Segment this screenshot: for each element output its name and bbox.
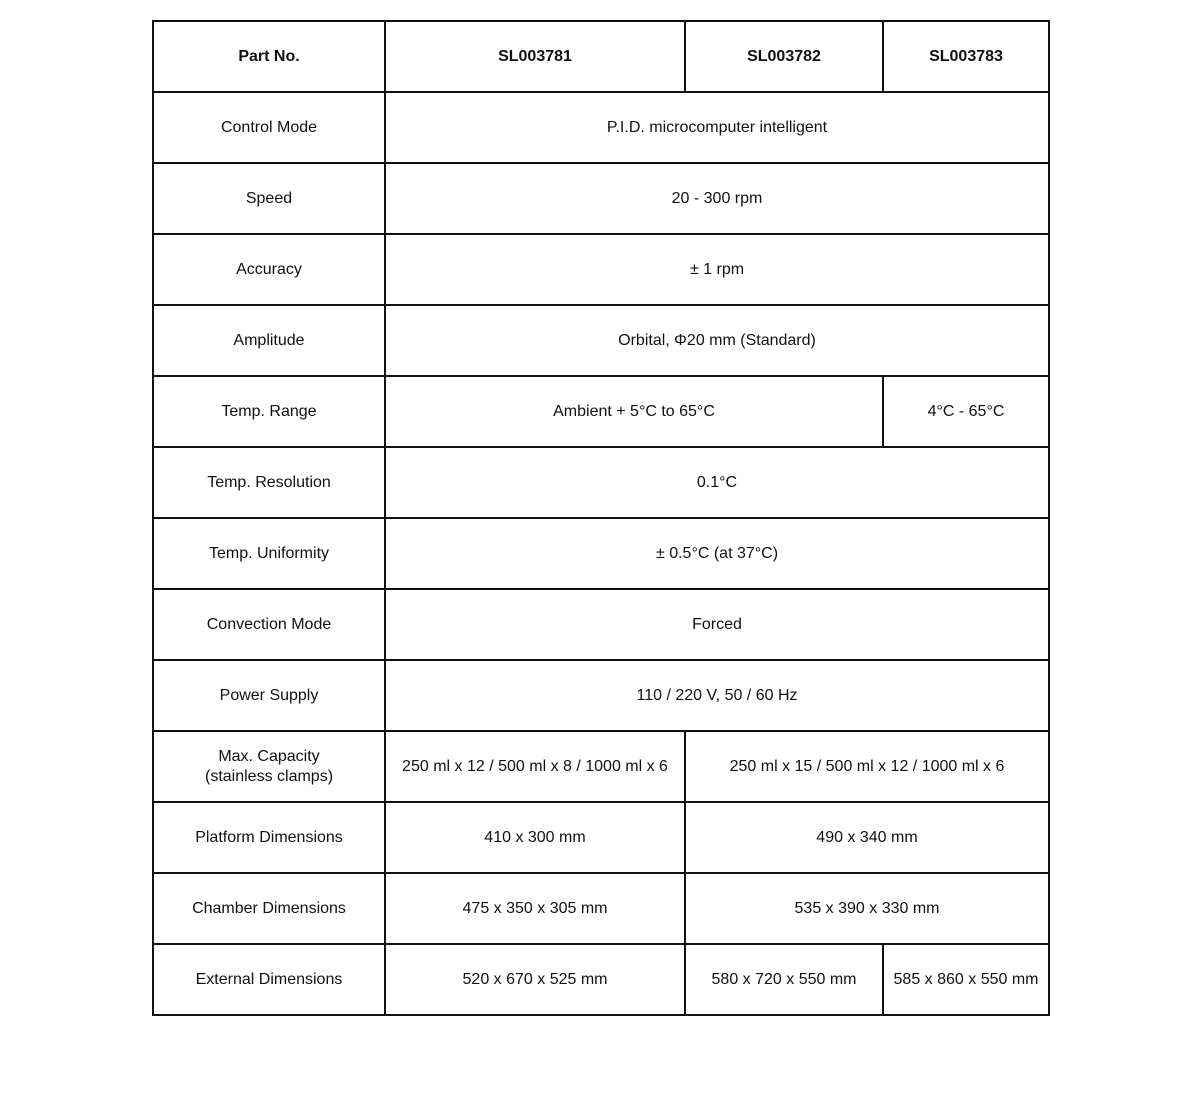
external-dimensions-value-sl003782: 580 x 720 x 550 mm	[685, 944, 883, 1015]
temp-range-row	[153, 376, 1049, 447]
speed-value: 20 - 300 rpm	[385, 163, 1049, 234]
temp-resolution-value: 0.1°C	[385, 447, 1049, 518]
platform-dimensions-value-sl003781: 410 x 300 mm	[385, 802, 685, 873]
external-dimensions-label: External Dimensions	[153, 944, 385, 1015]
temp-resolution-label: Temp. Resolution	[153, 447, 385, 518]
chamber-dimensions-label: Chamber Dimensions	[153, 873, 385, 944]
temp-range-value-sl003781-sl003782: Ambient + 5°C to 65°C	[385, 376, 883, 447]
temp-uniformity-value: ± 0.5°C (at 37°C)	[385, 518, 1049, 589]
external-dimensions-value-sl003783: 585 x 860 x 550 mm	[883, 944, 1049, 1015]
spec-table	[152, 20, 1050, 1016]
max-capacity-label	[153, 731, 385, 802]
platform-dimensions-row	[153, 802, 1049, 873]
amplitude-label: Amplitude	[153, 305, 385, 376]
control-mode-value: P.I.D. microcomputer intelligent	[385, 92, 1049, 163]
control-mode-row	[153, 92, 1049, 163]
max-capacity-label-line1: Max. Capacity	[218, 747, 320, 765]
max-capacity-label-line2: (stainless clamps)	[204, 767, 334, 785]
max-capacity-value-sl003781: 250 ml x 12 / 500 ml x 8 / 1000 ml x 6	[385, 731, 685, 802]
convection-mode-row	[153, 589, 1049, 660]
header-label-cell: Part No.	[153, 21, 385, 92]
speed-row	[153, 163, 1049, 234]
amplitude-row	[153, 305, 1049, 376]
chamber-dimensions-row	[153, 873, 1049, 944]
accuracy-row	[153, 234, 1049, 305]
platform-dimensions-label: Platform Dimensions	[153, 802, 385, 873]
model-sl003783-cell: SL003783	[883, 21, 1049, 92]
power-supply-row	[153, 660, 1049, 731]
max-capacity-row	[153, 731, 1049, 802]
power-supply-label: Power Supply	[153, 660, 385, 731]
temp-uniformity-row	[153, 518, 1049, 589]
model-sl003781-cell: SL003781	[385, 21, 685, 92]
header-row	[153, 21, 1049, 92]
amplitude-value: Orbital, Φ20 mm (Standard)	[385, 305, 1049, 376]
temp-resolution-row	[153, 447, 1049, 518]
chamber-dimensions-value-sl003781: 475 x 350 x 305 mm	[385, 873, 685, 944]
power-supply-value: 110 / 220 V, 50 / 60 Hz	[385, 660, 1049, 731]
temp-range-label: Temp. Range	[153, 376, 385, 447]
chamber-dimensions-value-sl003782-sl003783: 535 x 390 x 330 mm	[685, 873, 1049, 944]
control-mode-label: Control Mode	[153, 92, 385, 163]
temp-uniformity-label: Temp. Uniformity	[153, 518, 385, 589]
accuracy-label: Accuracy	[153, 234, 385, 305]
external-dimensions-row	[153, 944, 1049, 1015]
speed-label: Speed	[153, 163, 385, 234]
max-capacity-value-sl003782-sl003783: 250 ml x 15 / 500 ml x 12 / 1000 ml x 6	[685, 731, 1049, 802]
platform-dimensions-value-sl003782-sl003783: 490 x 340 mm	[685, 802, 1049, 873]
convection-mode-value: Forced	[385, 589, 1049, 660]
model-sl003782-cell: SL003782	[685, 21, 883, 92]
accuracy-value: ± 1 rpm	[385, 234, 1049, 305]
external-dimensions-value-sl003781: 520 x 670 x 525 mm	[385, 944, 685, 1015]
convection-mode-label: Convection Mode	[153, 589, 385, 660]
temp-range-value-sl003783: 4°C - 65°C	[883, 376, 1049, 447]
